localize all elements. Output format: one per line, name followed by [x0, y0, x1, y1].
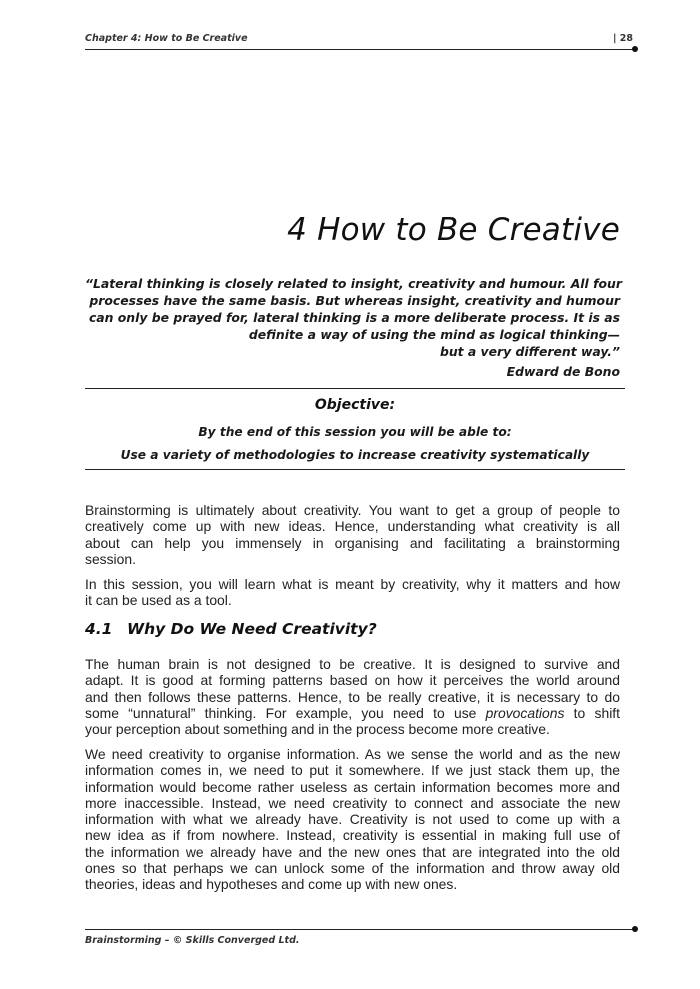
- text-line: ones so that perhaps we can unlock some of the information and throw away old: [85, 860, 620, 877]
- text-line: information would become rather useless as certain information becomes more and: [85, 778, 620, 795]
- header-rule-dot: [632, 46, 638, 52]
- text-line: information with what we already have. Creativity is not used to come up with a: [85, 811, 620, 828]
- objective-top-rule: [85, 388, 625, 389]
- text-run: some “unnatural” thinking. For example, you need to use: [85, 704, 486, 721]
- text-line: it can be used as a tool.: [85, 592, 232, 609]
- text-line-with-emphasis: [85, 705, 620, 721]
- header-chapter: Chapter 4: How to Be Creative: [85, 33, 248, 44]
- chapter-title: 4 How to Be Creative: [287, 212, 620, 248]
- header-rule: [85, 49, 634, 50]
- quote-author: Edward de Bono: [506, 364, 620, 379]
- quote-line: processes have the same basis. But whereas insight, creativity and humour: [89, 293, 620, 308]
- section-paragraph-2: [85, 746, 620, 893]
- text-line: creatively come up with new ideas. Hence, understanding what creativity is all: [85, 518, 620, 535]
- text-run: to shift: [564, 704, 620, 721]
- quote-line: can only be prayed for, lateral thinking is a more deliberate process. It is as: [88, 310, 620, 325]
- intro-paragraph-2: [85, 576, 620, 609]
- header-page-number: | 28: [613, 33, 633, 44]
- intro-paragraph-1: [85, 502, 620, 567]
- text-line: the information we already have and the new ones that are integrated into the old: [85, 843, 620, 860]
- footer-rule-dot: [632, 926, 638, 932]
- objective-title: Objective:: [314, 397, 396, 413]
- footer-rule: [85, 929, 634, 930]
- text-line: session.: [85, 550, 136, 567]
- quote-line: but a very different way.”: [439, 344, 620, 359]
- text-line: information comes in, we need to put it somewhere. If we just stack them up, the: [85, 762, 620, 779]
- emphasis-provocations: provocations: [485, 704, 565, 721]
- text-line: In this session, you will learn what is meant by creativity, why it matters and how: [85, 576, 620, 592]
- text-line: more inaccessible. Instead, we need creativity to connect and associate the new: [85, 794, 620, 811]
- objective-lead: By the end of this session you will be able to:: [198, 425, 512, 439]
- section-number: 4.1: [85, 620, 113, 638]
- section-title: Why Do We Need Creativity?: [127, 620, 377, 638]
- text-line: theories, ideas and hypotheses and come up with new ones.: [85, 876, 458, 893]
- text-line: your perception about something and in the process become more creative.: [85, 721, 550, 738]
- text-line: We need creativity to organise information. As we sense the world and as the new: [85, 746, 620, 762]
- text-line: about can help you immensely in organising and facilitating a brainstorming: [85, 534, 620, 551]
- quote-line: “Lateral thinking is closely related to insight, creativity and humour. All four: [85, 276, 622, 291]
- text-line: and then follows these patterns. Hence, to be really creative, it is necessary to do: [85, 688, 620, 705]
- epigraph-quote: [85, 275, 620, 360]
- objective-item: Use a variety of methodologies to increase creativity systematically: [120, 448, 590, 462]
- running-header: [85, 33, 633, 49]
- footer-text: Brainstorming – © Skills Converged Ltd.: [85, 935, 300, 946]
- text-line: new idea as if from nowhere. Instead, creativity is essential in making full use of: [85, 827, 620, 844]
- section-heading: [85, 620, 620, 638]
- section-paragraph-1: [85, 656, 620, 737]
- text-line: Brainstorming is ultimately about creativity. You want to get a group of people to: [85, 502, 620, 518]
- text-line: adapt. It is good at forming patterns based on how it perceives the world around: [85, 672, 620, 689]
- objective-bottom-rule: [85, 469, 625, 470]
- quote-line: definite a way of using the mind as logical thinking—: [248, 327, 620, 342]
- text-line: The human brain is not designed to be creative. It is designed to survive and: [85, 656, 620, 672]
